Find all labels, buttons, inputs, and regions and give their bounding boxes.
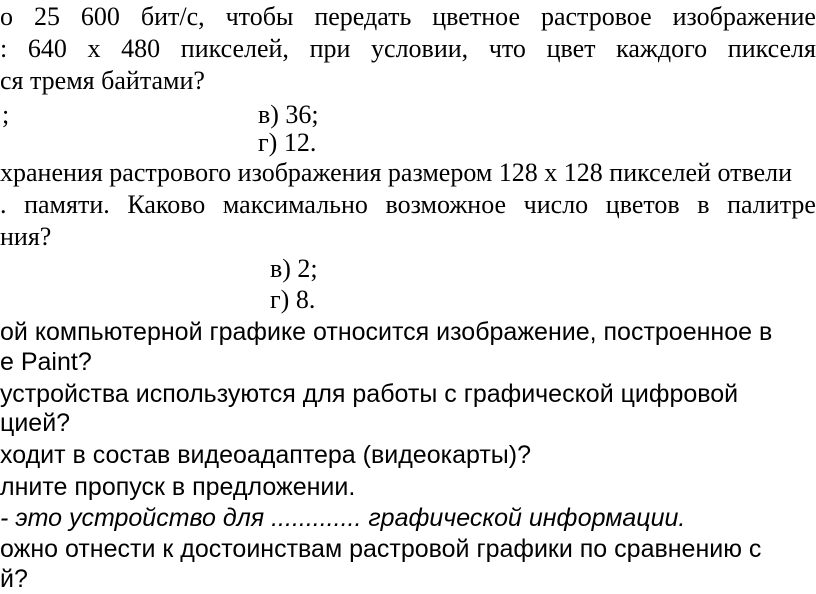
- word: 25: [33, 2, 60, 31]
- word: цвет: [546, 34, 596, 63]
- problem2-line2: [0, 190, 816, 220]
- question3-line1: ой компьютерной графике относится изображение, построенное в: [0, 318, 773, 346]
- question4-line2: цией?: [0, 409, 71, 437]
- word: 600: [80, 2, 120, 31]
- problem1-answer-a-tail: ;: [2, 100, 10, 129]
- problem1-answer-d: г) 12.: [258, 128, 317, 157]
- word: число: [523, 190, 589, 219]
- problem1-line1: [0, 2, 816, 32]
- problem2-answer-c: в) 2;: [270, 254, 318, 283]
- problem2-answer-d: г) 8.: [270, 285, 316, 314]
- word: чтобы: [225, 2, 294, 31]
- problem1-line3: ся тремя байтами?: [0, 66, 205, 95]
- word: о: [0, 2, 13, 31]
- word: что: [488, 34, 526, 63]
- word: цветное: [432, 2, 520, 31]
- question7-line1: ожно отнести к достоинствам растровой графики по сравнению с: [0, 535, 762, 563]
- problem2-line3: ния?: [0, 222, 52, 251]
- word: :: [0, 34, 8, 63]
- word: растровое: [540, 2, 652, 31]
- question6-line2: - это устройство для ............. графической информации.: [0, 504, 686, 532]
- word: палитре: [727, 190, 816, 219]
- word: 480: [121, 34, 161, 63]
- word: пикселя: [727, 34, 816, 63]
- word: 640: [27, 34, 67, 63]
- problem2-line1: хранения растрового изображения размером 128 х 128 пикселей отвели: [0, 158, 793, 187]
- word: в: [697, 190, 710, 219]
- word: изображение: [672, 2, 816, 31]
- word: при: [309, 34, 351, 63]
- question6-line1: лните пропуск в предложении.: [0, 473, 356, 501]
- question7-line2: й?: [0, 565, 28, 593]
- word: условии,: [371, 34, 469, 63]
- question5-line1: ходит в состав видеоадаптера (видеокарты)?: [0, 441, 531, 469]
- word: возможное: [385, 190, 507, 219]
- problem1-answer-c: в) 36;: [258, 100, 319, 129]
- word: каждого: [616, 34, 708, 63]
- word: бит/с,: [140, 2, 205, 31]
- problem1-line2: [0, 34, 816, 64]
- word: максимально: [222, 190, 368, 219]
- word: Каково: [127, 190, 206, 219]
- question4-line1: устройства используются для работы с графической цифровой: [0, 380, 739, 408]
- word: х: [87, 34, 101, 63]
- word: .: [0, 190, 7, 219]
- word: цветов: [605, 190, 680, 219]
- question3-line2: e Paint?: [0, 348, 92, 376]
- word: передать: [314, 2, 412, 31]
- word: пикселей,: [180, 34, 289, 63]
- word: памяти.: [24, 190, 110, 219]
